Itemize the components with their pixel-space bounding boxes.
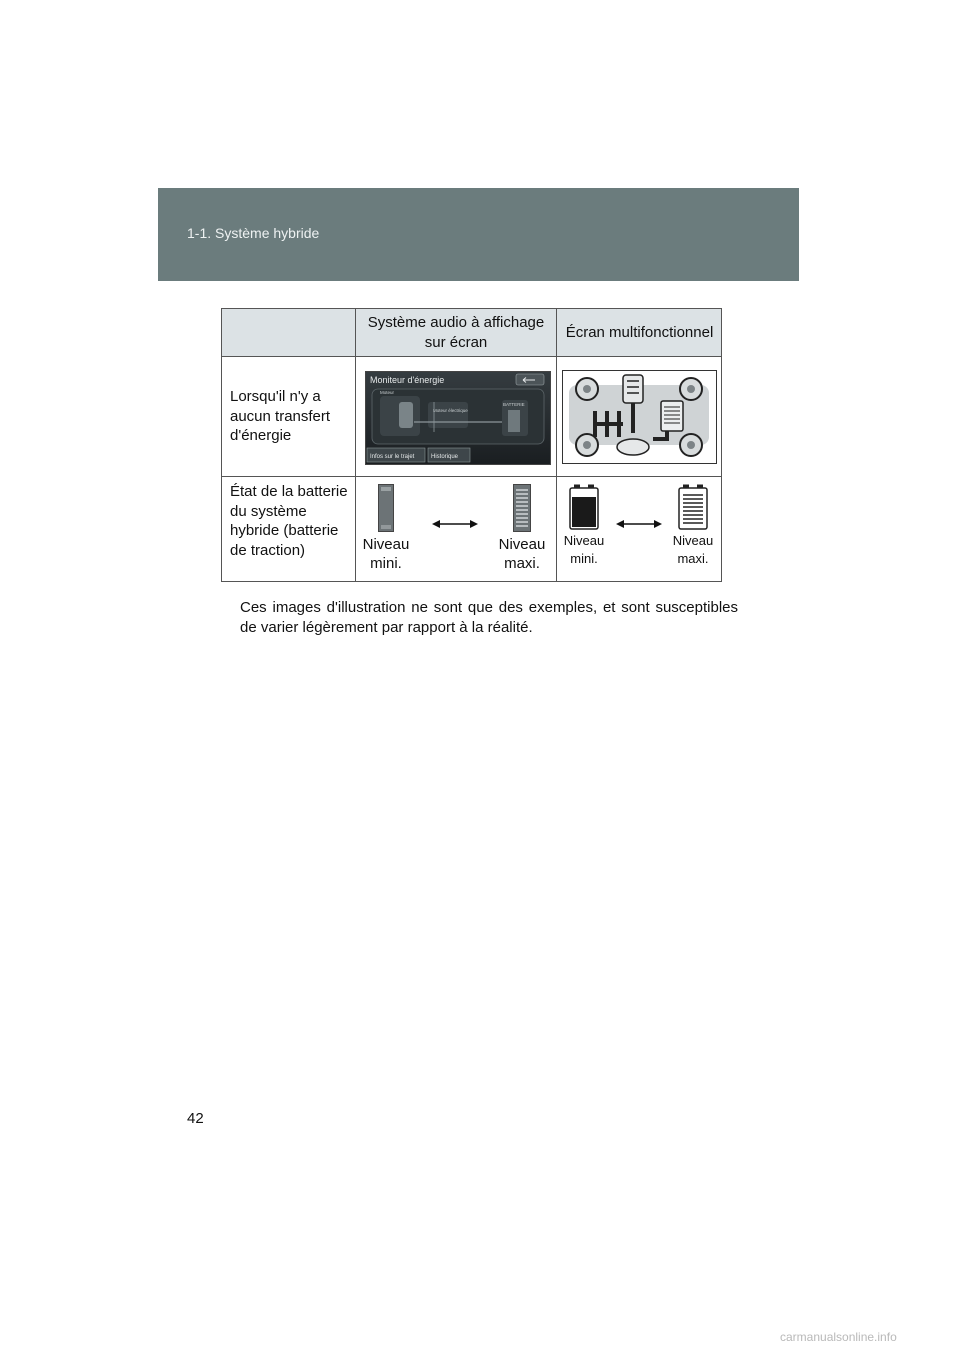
battery-label: BATTERIE [503,402,525,407]
reference-table [221,308,722,582]
table-row-energy [222,357,721,477]
column-divider [556,357,557,476]
page-number: 42 [187,1110,204,1127]
column-header-audio: Système audio à affichage sur écran [367,314,545,351]
engine-icon [623,375,643,403]
multi-battery-max [668,484,718,568]
battery-max-icon [513,484,531,532]
watermark: carmanualsonline.info [780,1330,897,1344]
illustration-note: Ces images d'illustration ne sont que des exemples, et sont susceptibles de varier légèrement par rapport à la réalité. [240,599,738,636]
audio-battery-min [362,484,410,573]
car-energy-flow-icon [563,371,716,463]
table-row-battery [222,477,721,582]
multi-info-display [562,370,717,464]
battery-min-icon [569,484,599,530]
section-title: 1-1. Système hybride [187,225,320,241]
audio-min-caption: Niveau mini. [362,536,410,572]
tab-history-label: Historique [431,454,459,460]
battery-icon [661,401,683,431]
audio-battery-max [495,484,549,573]
motor-icon [617,439,649,455]
multi-max-caption: Niveau maxi. [672,533,714,566]
energy-monitor-title: Moniteur d'énergie [370,375,445,385]
table-header-row [222,309,721,357]
column-header-multi: Écran multifonctionnel [565,324,714,341]
energy-monitor-screen [365,371,551,465]
double-arrow-icon [616,519,662,529]
row-label-energy: Lorsqu'il n'y a aucun transfert d'énergie [230,388,331,444]
multi-min-caption: Niveau mini. [563,533,605,566]
tab-trip-info-label: Infos sur le trajet [370,454,415,460]
double-arrow-icon [432,519,478,529]
engine-icon [399,402,413,428]
audio-max-caption: Niveau maxi. [498,536,546,572]
row-label-battery: État de la batterie du système hybride (batterie de traction) [230,483,348,559]
multi-battery-min [559,484,609,568]
energy-monitor-illustration [366,372,550,464]
column-divider [355,357,356,476]
battery-min-icon [378,484,394,532]
battery-icon [508,410,520,432]
battery-max-icon [678,484,708,530]
column-divider [355,477,356,582]
motor-label: Moteur électrique [433,408,468,413]
column-divider [556,477,557,582]
engine-label: Moteur [380,390,395,395]
